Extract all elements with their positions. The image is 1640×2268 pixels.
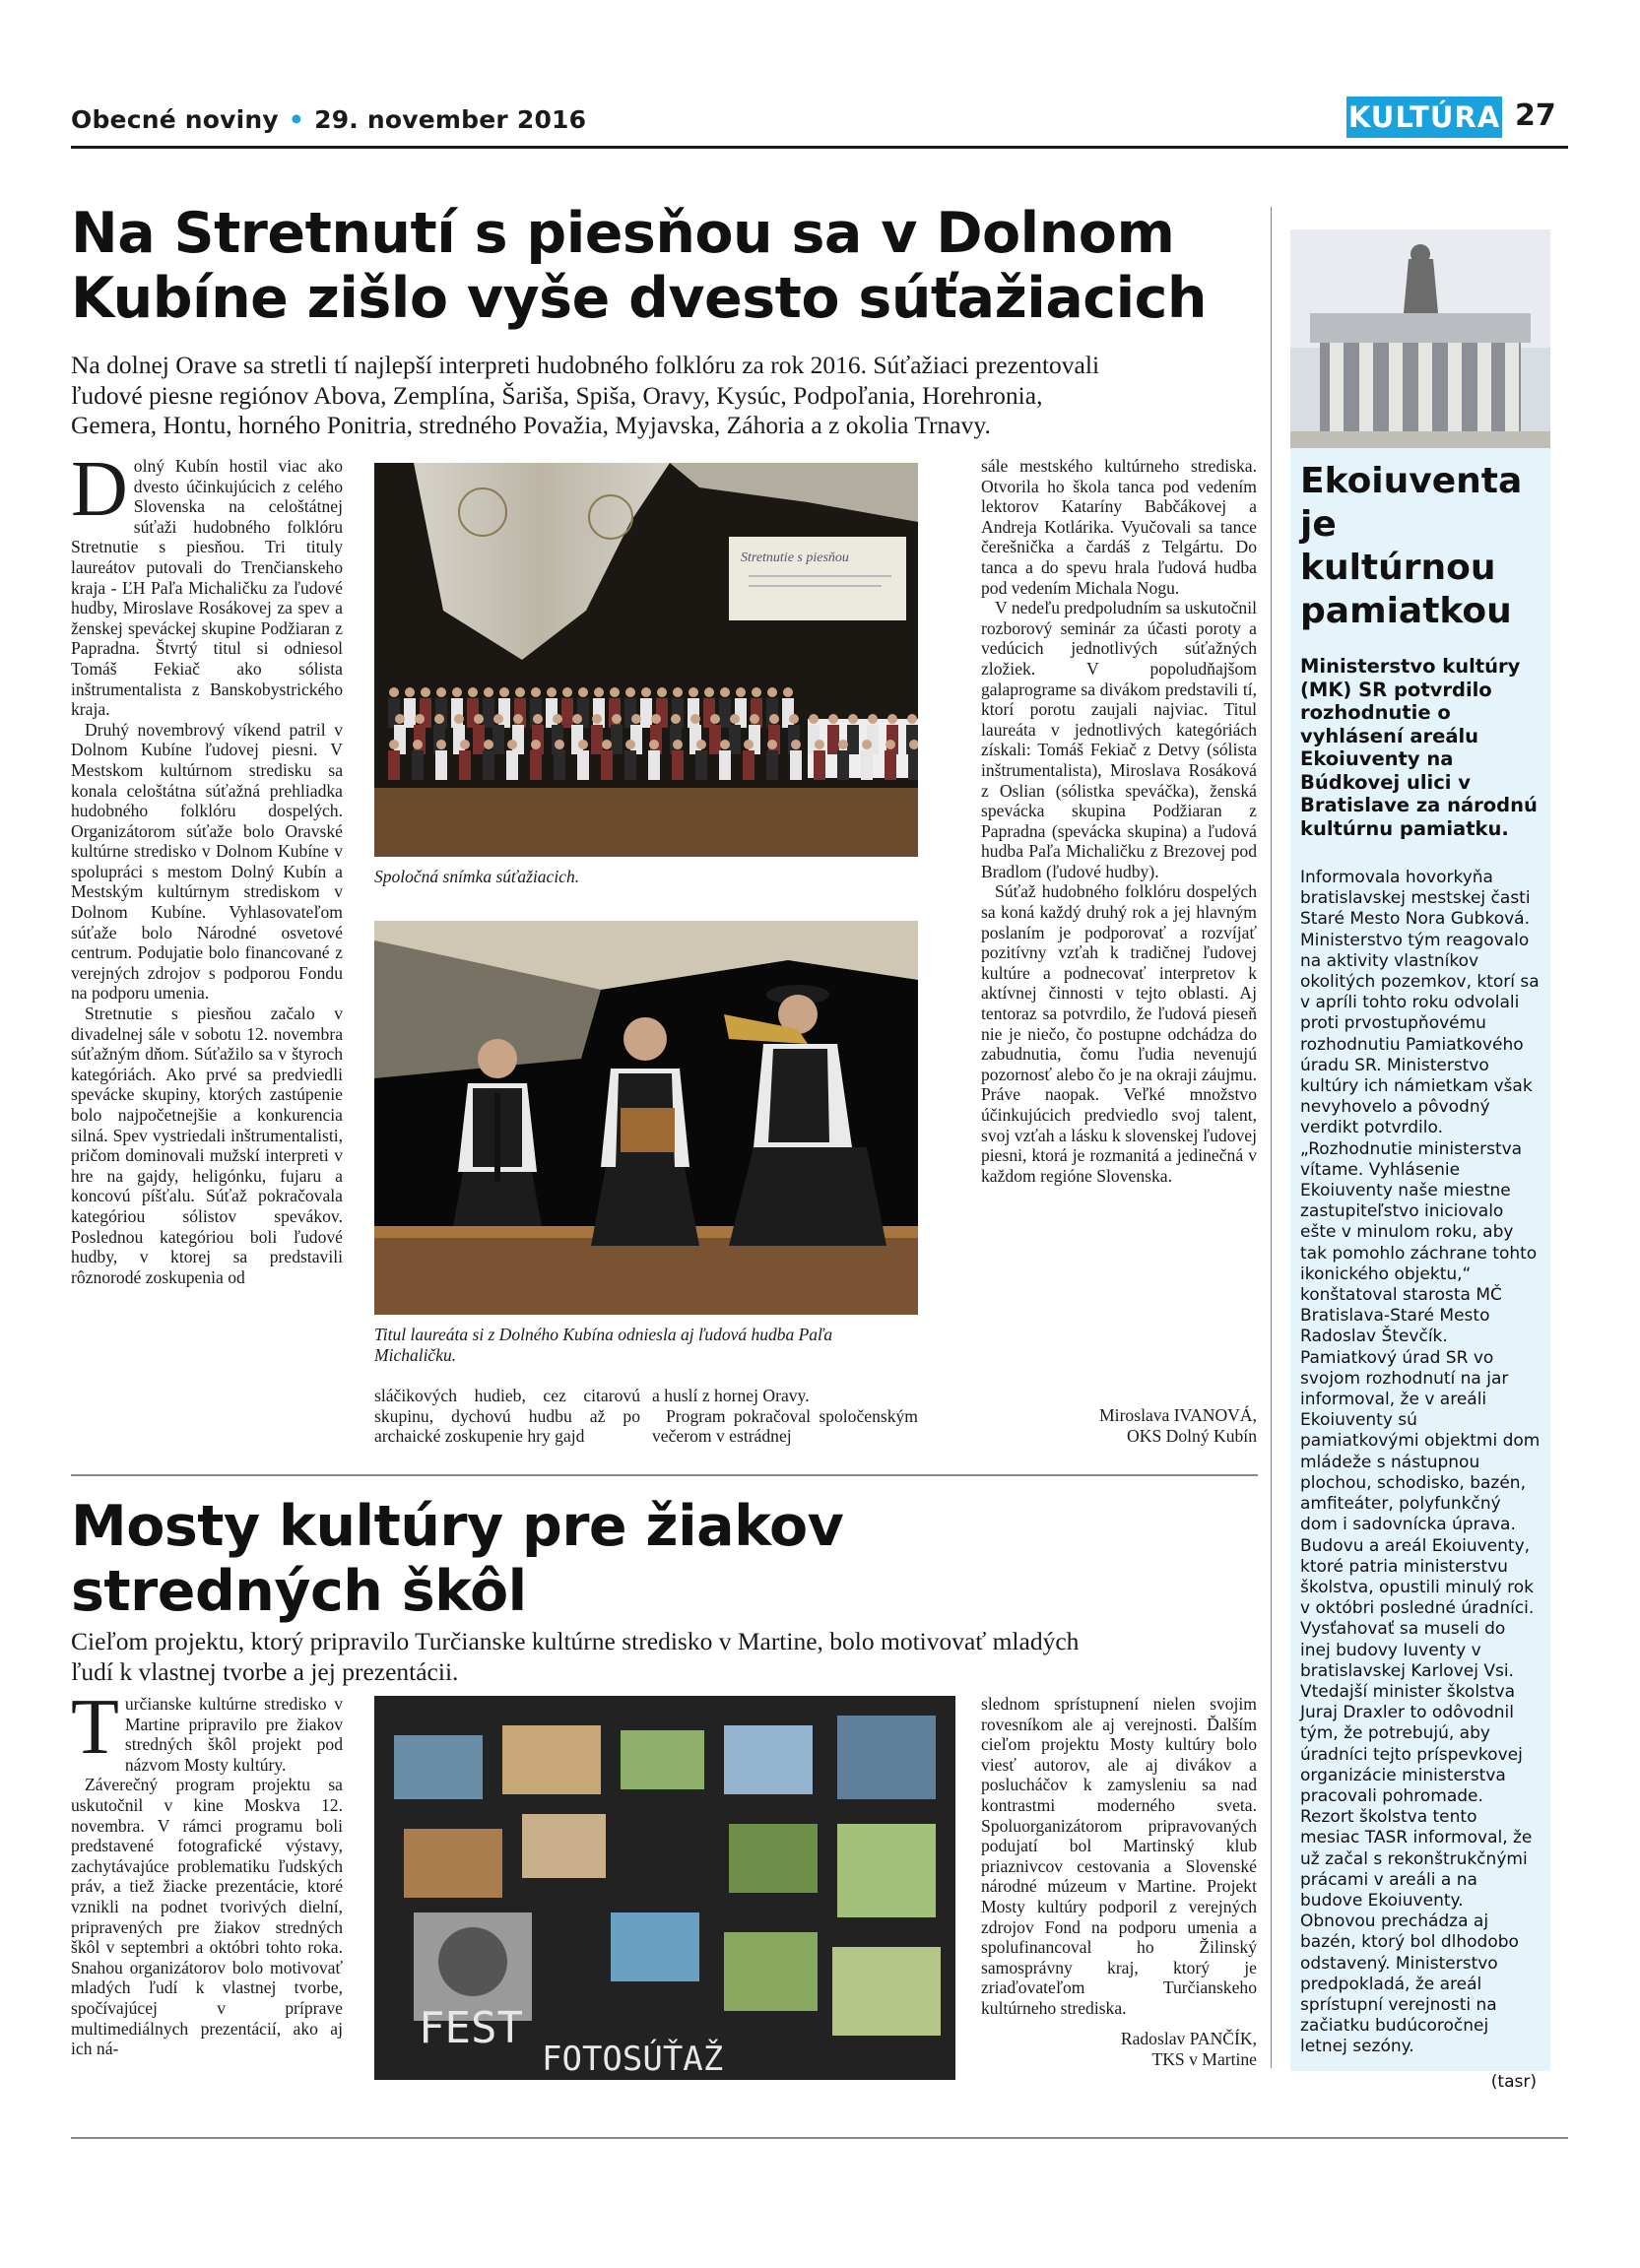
photo-folk-band xyxy=(374,921,918,1315)
building-photo xyxy=(1290,229,1550,448)
article2-lead-line1: Cieľom projektu, ktorý pripravilo Turčianske kultúrne stredisko v Martine, bolo motivovať mladých xyxy=(71,1627,1080,1655)
publication-name: Obecné noviny xyxy=(71,105,279,134)
sidebar-paragraph: Rezort školstva tento mesiac TASR informoval, že už začal s rekonštrukčnými prácami v areáli a na budove Ekoiuventy. Obnovou prechádza aj bazén, ktorý bol dlhodobo odstavený. Ministerstvo predpokladá, že areál sprístupní verejnosti na začiatku budúcoročnej letnej sezóny. xyxy=(1300,1807,1533,2057)
article2-title xyxy=(71,1495,843,1624)
footer-rule xyxy=(71,2137,1568,2139)
article1-lead xyxy=(71,351,1253,441)
article1-column1 xyxy=(71,446,343,1287)
article1-lead-line1: Na dolnej Orave sa stretli tí najlepší interpreti hudobného folklóru za rok 2016. Súťažiaci prezentovali xyxy=(71,351,1100,379)
article1-title xyxy=(71,202,1207,331)
sidebar-headline-line: je kultúrnou xyxy=(1300,504,1496,588)
article1-paragraph: sále mestského kultúrneho strediska. Otvorila ho škola tanca pod vedením lektorov Kataríny Babčákovej a Andreja Kotlárika. Vyučovali sa tance čerešnička a čardáš z Telgártu. Do tanca a do spevu hrala ľudová hudba pod vedením Michala Nogu. xyxy=(981,456,1257,598)
article-divider xyxy=(71,1474,1258,1476)
separator-dot: • xyxy=(288,105,305,134)
masthead xyxy=(71,105,586,134)
banner-text: Stretnutie s piesňou xyxy=(741,551,849,565)
article2-paragraph: slednom sprístupnení nielen svojim rovesníkom ale aj verejnosti. Ďalším cieľom projektu Mosty kultúry bolo viesť autorov, ale aj divákov a poslucháčov k zamysleniu sa nad kontrastmi moderného sveta. Spoluorganizátorom pripravovaných podujatí bol Martinský klub priaznivcov cestovania a Slovenské národné múzeum v Martine. Projekt Mosty kultúry podporil z verejných zdrojov Fond na podporu umenia a spolufinancoval ho Žilinský samosprávny kraj, ktorý je zriaďovateľom Turčianskeho kultúrneho strediska. xyxy=(981,1694,1257,2018)
article2-lead-line2: ľudí k vlastnej tvorbe a jej prezentácii. xyxy=(71,1656,459,1686)
photo2-caption: Titul laureáta si z Dolného Kubína odniesla aj ľudová hudba Paľa Michaličku. xyxy=(374,1325,833,1365)
author-name: Radoslav PANČÍK, xyxy=(1120,2029,1257,2048)
photo-text-fotosutaz: FOTOSÚŤAŽ xyxy=(542,2040,724,2079)
sidebar-box xyxy=(1290,229,1550,2092)
photo1-caption: Spoločná snímka súťažiacich. xyxy=(374,867,580,886)
sidebar-paragraph: Pamiatkový úrad SR vo svojom rozhodnutí na jar informoval, že v areáli Ekoiuventy sú pamiatkovými objektmi dom mládeže s nástupnou plochou, schodisko, bazén, amfiteáter, polyfunkčný dom i sadovnícka úprava. xyxy=(1300,1347,1541,1535)
article1-paragraph: Súťaž hudobného folklóru dospelých sa koná každý druhý rok a jej hlavným poslaním je podporovať a rozvíjať pozitívny vzťah k tradičnej ľudovej kultúre a podnecovať interpretov k aktívnej činnosti v tejto oblasti. Aj tentoraz sa potvrdilo, že ľudová pieseň nie je niečo, čo postupne odchádza do zabudnutia, čomu ľudia nevenujú pozornosť alebo čo je na okraji záujmu. Práve naopak. Veľké množstvo účinkujúcich predviedlo svoj talent, svoj vzťah a lásku k slovenskej ľudovej piesni, ktorá je rozmanitá a jedinečná v každom regióne Slovenska. xyxy=(981,881,1257,1186)
article2-byline xyxy=(981,2029,1257,2070)
page-number: 27 xyxy=(1515,98,1556,133)
photo-stage-group xyxy=(374,463,918,857)
article1-title-line1: Na Stretnutí s piesňou sa v Dolnom xyxy=(71,201,1175,266)
photo-fotosutaz xyxy=(374,1696,955,2080)
article1-column4 xyxy=(981,456,1257,1186)
article2-title-line1: Mosty kultúry pre žiakov xyxy=(71,1494,844,1559)
sidebar-headline-line: pamiatkou xyxy=(1300,591,1512,631)
article1-paragraph: V nedeľu predpoludním sa uskutočnil rozborový seminár za účasti poroty a vedúcich jednotlivých súťažných zložiek. V popoludňajšom galaprograme sa divákom predstavili tí, ktorí porotu zaujali najviac. Titul laureáta v jednotlivých kategóriách získali: Tomáš Fekiač z Detvy (sólista inštrumentalista), Miroslava Rosáková z Oslian (sólistka speváčka), ženská spevácka skupina Podžiaran z Papradna (spevácka skupina) a ľudová hudba Paľa Michaličku z Brezovej pod Bradlom (ľudové hudby). xyxy=(981,598,1257,881)
article2-lead xyxy=(71,1627,1253,1687)
article2-paragraph: Záverečný program projektu sa uskutočnil v kine Moskva 12. novembra. V rámci programu boli predstavené fotografické výstavy, zachytávajúce problematiku ľudských práv, a tiež žiacke prezentácie, ktoré vznikli na podnet tvorivých dielní, pripravených pre žiakov stredných škôl v septembri a októbri tohto roka. Snahou organizátorov bolo motivovať mladých ľudí k vlastnej tvorbe, spočívajúcej v príprave multimediálnych prezentácií, ako aj ich ná- xyxy=(71,1775,343,2059)
drop-cap: D xyxy=(71,446,128,533)
sidebar-paragraph: „Rozhodnutie ministerstva vítame. Vyhlásenie Ekoiuventy naše miestne zastupiteľstvo iniciovalo ešte v minulom roku, aby tak pomohlo záchrane tohto ikonického objektu,“ konštatoval starosta MČ Bratislava-Staré Mesto Radoslav Števčík. xyxy=(1300,1138,1538,1347)
sidebar-paragraph: Budovu a areál Ekoiuventy, ktoré patria ministerstvu školstva, opustili minulý rok v októbri posledné úradníci. Vysťahovať sa museli do inej budovy Iuventy v bratislavskej Karlovej Vsi. Vtedajší minister školstva Juraj Draxler to odôvodnil tým, že potrebujú, aby úradníci tejto príspevkovej organizácie ministerstva pracovali pohromade. xyxy=(1300,1535,1535,1806)
article1-lead-line3: Gemera, Hontu, horného Ponitria, stredného Považia, Myjavska, Záhoria a z okolia Trnavy. xyxy=(71,411,991,440)
photo-musicians xyxy=(374,921,918,1315)
article1-paragraph: Druhý novembrový víkend patril v Dolnom Kubíne ľudovej piesni. V Mestskom kultúrnom stredisku sa konala celoštátna súťažná prehliadka hudobného folklóru dospelých. Organizátorom súťaže bolo Oravské kultúrne stredisko v Dolnom Kubíne v spolupráci s mestom Dolný Kubín a Mestským kultúrnym strediskom v Dolnom Kubíne. Vyhlasovateľom súťaže bolo Národné osvetové centrum. Podujatie bolo financované z verejných zdrojov s podporou Fondu na podporu umenia. xyxy=(71,719,343,1004)
author-organization: TKS v Martine xyxy=(1151,2049,1257,2069)
author-name: Miroslava IVANOVÁ, xyxy=(1099,1405,1257,1425)
article1-byline xyxy=(981,1405,1257,1447)
sidebar-headline xyxy=(1290,448,1550,633)
article1-paragraph: Stretnutie s piesňou začalo v divadelnej sále v sobotu 12. novembra súťažným dňom. Súťažilo sa v štyroch kategóriách. Ako prvé sa predviedli spevácke skupiny, ktorých zastúpenie bolo najpočetnejšie a konkurencia silná. Spev vystriedali inštrumentalisti, pričom dominovali mužskí interpreti v hre na gajdy, heligónku, fujaru a koncovú píšťalu. Súťaž pokračovala kategóriou sólistov spevákov. Poslednou kategóriou boli ľudové hudby, v ktorej sa predstavili rôznorodé zoskupenia od xyxy=(71,1004,343,1287)
article1-paragraph: sláčikových hudieb, cez citarovú skupinu, dychovú hudbu až po archaické zoskupenie hry gajd xyxy=(374,1386,640,1447)
article1-column2 xyxy=(374,1386,640,1447)
photo-text-fest: FEST xyxy=(419,2003,523,2053)
sidebar-paragraph: Informovala hovorkyňa bratislavskej mestskej časti Staré Mesto Nora Gubková. Ministerstvo tým reagovalo na aktivity vlastníkov okolitých pozemkov, ktorí sa v apríli tohto roku odvolali proti prvostupňovému rozhodnutiu Pamiatkového úradu SR. Ministerstvo kultúry ich námietkam však nevyhovelo a pôvodný verdikt potvrdilo. xyxy=(1300,868,1540,1138)
article1-column3 xyxy=(652,1386,918,1447)
header-rule xyxy=(71,146,1568,149)
article2-title-line2: stredných škôl xyxy=(71,1558,527,1624)
drop-cap: T xyxy=(71,1684,119,1771)
sidebar-lead: Ministerstvo kultúry (MK) SR potvrdilo rozhodnutie o vyhlásení areálu Ekoiuventy na Búdkovej ulici v Bratislave za národnú kultúrnu pamiatku. xyxy=(1300,655,1538,840)
issue-date: 29. november 2016 xyxy=(314,105,587,134)
article1-paragraph: Program pokračoval spoločenským večerom v estrádnej xyxy=(652,1405,918,1447)
article1-paragraph: olný Kubín hostil viac ako dvesto účinkujúcich z celého Slovenska na celoštátnej súťaži hudobného folklóru Stretnutie s piesňou. Tri tituly laureátov putovali do Trenčianskeho kraja - ĽH Paľa Michaličku za ľudové hudby, Miroslave Rosákovej za spev a ženskej speváckej skupine Podžiaran z Papradna. Štvrtý titul si odniesol Tomáš Fekiač ako sólista inštrumentalista z Banskobystrického kraja. xyxy=(71,456,343,720)
sidebar-headline-line: Ekoiuventa xyxy=(1300,461,1523,501)
photo-exhibition xyxy=(374,1696,955,2080)
column-divider xyxy=(1271,207,1272,2068)
article1-lead-line2: ľudové piesne regiónov Abova, Zemplína, Šariša, Spiša, Oravy, Kysúc, Podpoľania, Horehronia, xyxy=(71,380,1043,410)
article1-paragraph: a huslí z hornej Oravy. xyxy=(652,1386,810,1405)
article2-column1 xyxy=(71,1684,343,2059)
author-organization: OKS Dolný Kubín xyxy=(1127,1426,1257,1446)
sidebar-body xyxy=(1290,840,1550,2058)
article2-column4 xyxy=(981,1694,1257,2019)
photo-group-competitors xyxy=(374,463,918,857)
section-label: KULTÚRA xyxy=(1346,97,1502,138)
sidebar-source: (tasr) xyxy=(1490,2071,1537,2092)
article2-paragraph: určianske kultúrne stredisko v Martine pripravilo pre žiakov stredných škôl projekt pod názvom Mosty kultúry. xyxy=(124,1694,343,1775)
article1-title-line2: Kubíne zišlo vyše dvesto súťažiacich xyxy=(71,265,1207,331)
